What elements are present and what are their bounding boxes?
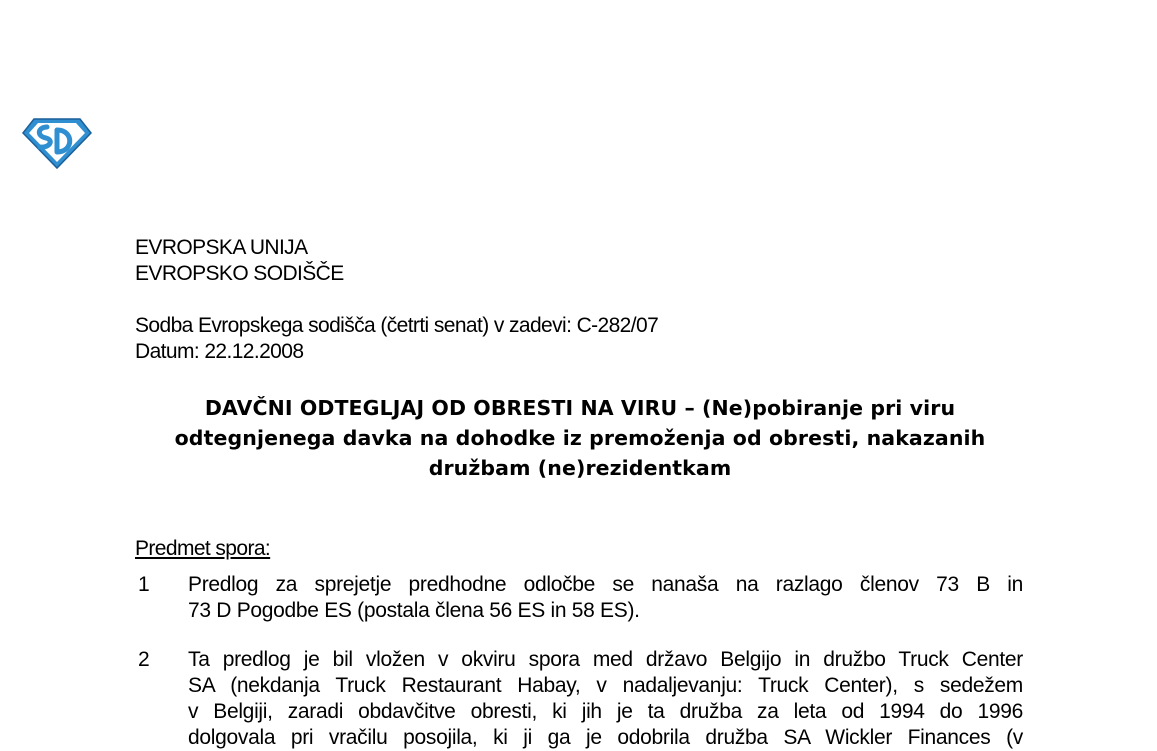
header-line-1: EVROPSKA UNIJA (135, 236, 308, 259)
paragraph-line: Ta predlog je bil vložen v okviru spora med državo Belgijo in družbo Truck Center (188, 648, 1023, 671)
case-reference (135, 313, 658, 365)
case-line-1: Sodba Evropskega sodišča (četrti senat) v zadevi: C-282/07 (135, 314, 659, 337)
paragraph-body (188, 647, 1023, 751)
paragraph-2 (135, 647, 1023, 751)
paragraph-number: 2 (138, 648, 150, 671)
paragraph-line: dolgovala pri vračilu posojila, ki ji ga je odobrila družba SA Wickler Finances (v (188, 726, 1023, 749)
section-heading: Predmet spora: (135, 537, 271, 560)
case-line-2: Datum: 22.12.2008 (135, 340, 304, 363)
headline-line-3: družbam (ne)rezidentkam (428, 456, 732, 480)
sd-shield-logo-icon (20, 116, 94, 170)
paragraph-line: Predlog za sprejetje predhodne odločbe se nanaša na razlago členov 73 B in (188, 573, 1023, 596)
document-headline (120, 393, 1040, 483)
paragraph-line: SA (nekdanja Truck Restaurant Habay, v nadaljevanju: Truck Center), s sedežem (188, 674, 1023, 697)
paragraph-line: v Belgiji, zaradi obdavčitve obresti, ki jih je ta družba za leta od 1994 do 1996 (188, 700, 1023, 723)
document-header (135, 235, 344, 287)
paragraph-number: 1 (138, 573, 150, 596)
paragraph-body (188, 572, 1023, 624)
paragraph-1 (135, 572, 1023, 624)
headline-line-2: odtegnjenega davka na dohodke iz premoženja od obresti, nakazanih (174, 426, 986, 450)
header-line-2: EVROPSKO SODIŠČE (135, 262, 344, 285)
paragraph-line: 73 D Pogodbe ES (postala člena 56 ES in 58 ES). (188, 599, 640, 622)
headline-line-1: DAVČNI ODTEGLJAJ OD OBRESTI NA VIRU – (Ne)pobiranje pri viru (204, 396, 956, 420)
